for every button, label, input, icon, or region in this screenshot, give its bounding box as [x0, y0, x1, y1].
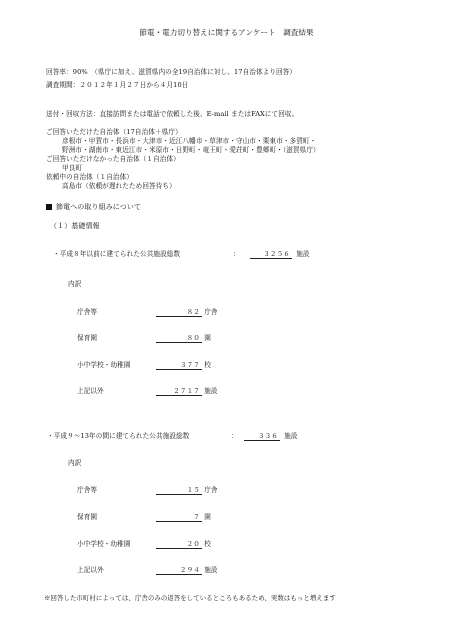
- group2-total: [244, 432, 298, 441]
- group1-label: ・平成８年以前に建てられた公共施設総数: [53, 250, 181, 258]
- answered-list-line1: 彦根市・甲賀市・長浜市・大津市・近江八幡市・草津市・守山市・栗東市・多賀町・: [62, 137, 317, 145]
- group1-breakdown-label: 内訳: [68, 280, 82, 288]
- collection-method: 送付・回収方法：直接訪問または電話で依頼した後、E-mail またはFAXにて回収。: [46, 110, 299, 118]
- group2-total-unit: 施設: [284, 432, 298, 440]
- group2-row-label: 上記以外: [77, 566, 104, 574]
- group1-total-unit: 施設: [296, 250, 310, 258]
- group2-row-number: ２０: [156, 540, 202, 549]
- group1-row-number: ８０: [156, 334, 202, 343]
- not-answered-list: 甲良町: [62, 164, 83, 172]
- group1-row-label: 庁舎等: [77, 308, 98, 316]
- group1-row-number: ３７７: [156, 361, 202, 370]
- not-answered-heading: ご回答いただけなかった自治体（１自治体）: [46, 155, 180, 163]
- pending-list: 高島市（依頼が遅れたため回答待ち）: [62, 182, 176, 190]
- group2-row-unit: 施設: [204, 566, 218, 574]
- group2-row-number: ２９４: [156, 566, 202, 575]
- group2-row-value: [156, 486, 218, 495]
- group2-label: ・平成９～13年の間に建てられた公共施設総数: [47, 432, 190, 440]
- section-heading: [46, 203, 141, 211]
- group1-row-unit: 校: [204, 361, 211, 369]
- answered-list-line2: 野洲市・湖南市・東近江市・米原市・日野町・竜王町・愛荘町・豊郷町・（滋賀県庁）: [62, 146, 320, 154]
- group2-row-number: ７: [156, 513, 202, 522]
- group1-row-value: [156, 308, 218, 317]
- group1-row-value: [156, 387, 218, 396]
- group2-row-value: [156, 540, 211, 549]
- group1-total-value: ３２５６: [250, 250, 292, 259]
- group2-row-value: [156, 513, 211, 522]
- footnote: ※回答した市町村によっては、庁舎のみの返答をしているところもあるため、実数はもっと増えます: [44, 594, 336, 602]
- survey-period: 調査期間：２０１２年１月２７日から４月10日: [46, 81, 189, 89]
- group1-row-unit: 施設: [204, 387, 218, 395]
- group2-row-unit: 庁舎: [204, 486, 218, 494]
- answered-heading: ご回答いただけた自治体（17自治体＋県庁）: [46, 128, 182, 136]
- group2-row-unit: 校: [204, 540, 211, 548]
- group2-row-label: 庁舎等: [77, 486, 98, 494]
- group2-row-number: １５: [156, 486, 202, 495]
- response-rate: 回答率：90% （県庁に加え、滋賀県内の全19自治体に対し、17自治体より回答）: [46, 68, 297, 76]
- group1-row-value: [156, 361, 211, 370]
- group2-breakdown-label: 内訳: [68, 459, 82, 467]
- group1-total: [250, 250, 310, 259]
- group2-row-label: 小中学校・幼稚園: [77, 540, 131, 548]
- group1-row-label: 保育園: [77, 334, 98, 342]
- group1-row-value: [156, 334, 211, 343]
- group1-row-unit: 庁舎: [204, 308, 218, 316]
- group1-colon: ：: [233, 250, 240, 258]
- group2-row-value: [156, 566, 218, 575]
- pending-heading: 依頼中の自治体（１自治体）: [46, 173, 134, 181]
- group2-row-unit: 園: [204, 513, 211, 521]
- group1-row-number: ２７１７: [156, 387, 202, 396]
- group2-colon: ：: [231, 432, 238, 440]
- group1-row-number: ８２: [156, 308, 202, 317]
- section-subheading: （１）基礎情報: [50, 222, 100, 230]
- group1-row-unit: 園: [204, 334, 211, 342]
- group1-row-label: 上記以外: [77, 387, 104, 395]
- group1-row-label: 小中学校・幼稚園: [77, 361, 131, 369]
- section-heading-text: 節電への取り組みについて: [56, 203, 142, 211]
- document-title: 節電・電力切り替えに関するアンケート 調査結果: [139, 28, 314, 37]
- group2-row-label: 保育園: [77, 513, 98, 521]
- square-bullet-icon: [46, 204, 52, 210]
- group2-total-value: ３３６: [244, 432, 280, 441]
